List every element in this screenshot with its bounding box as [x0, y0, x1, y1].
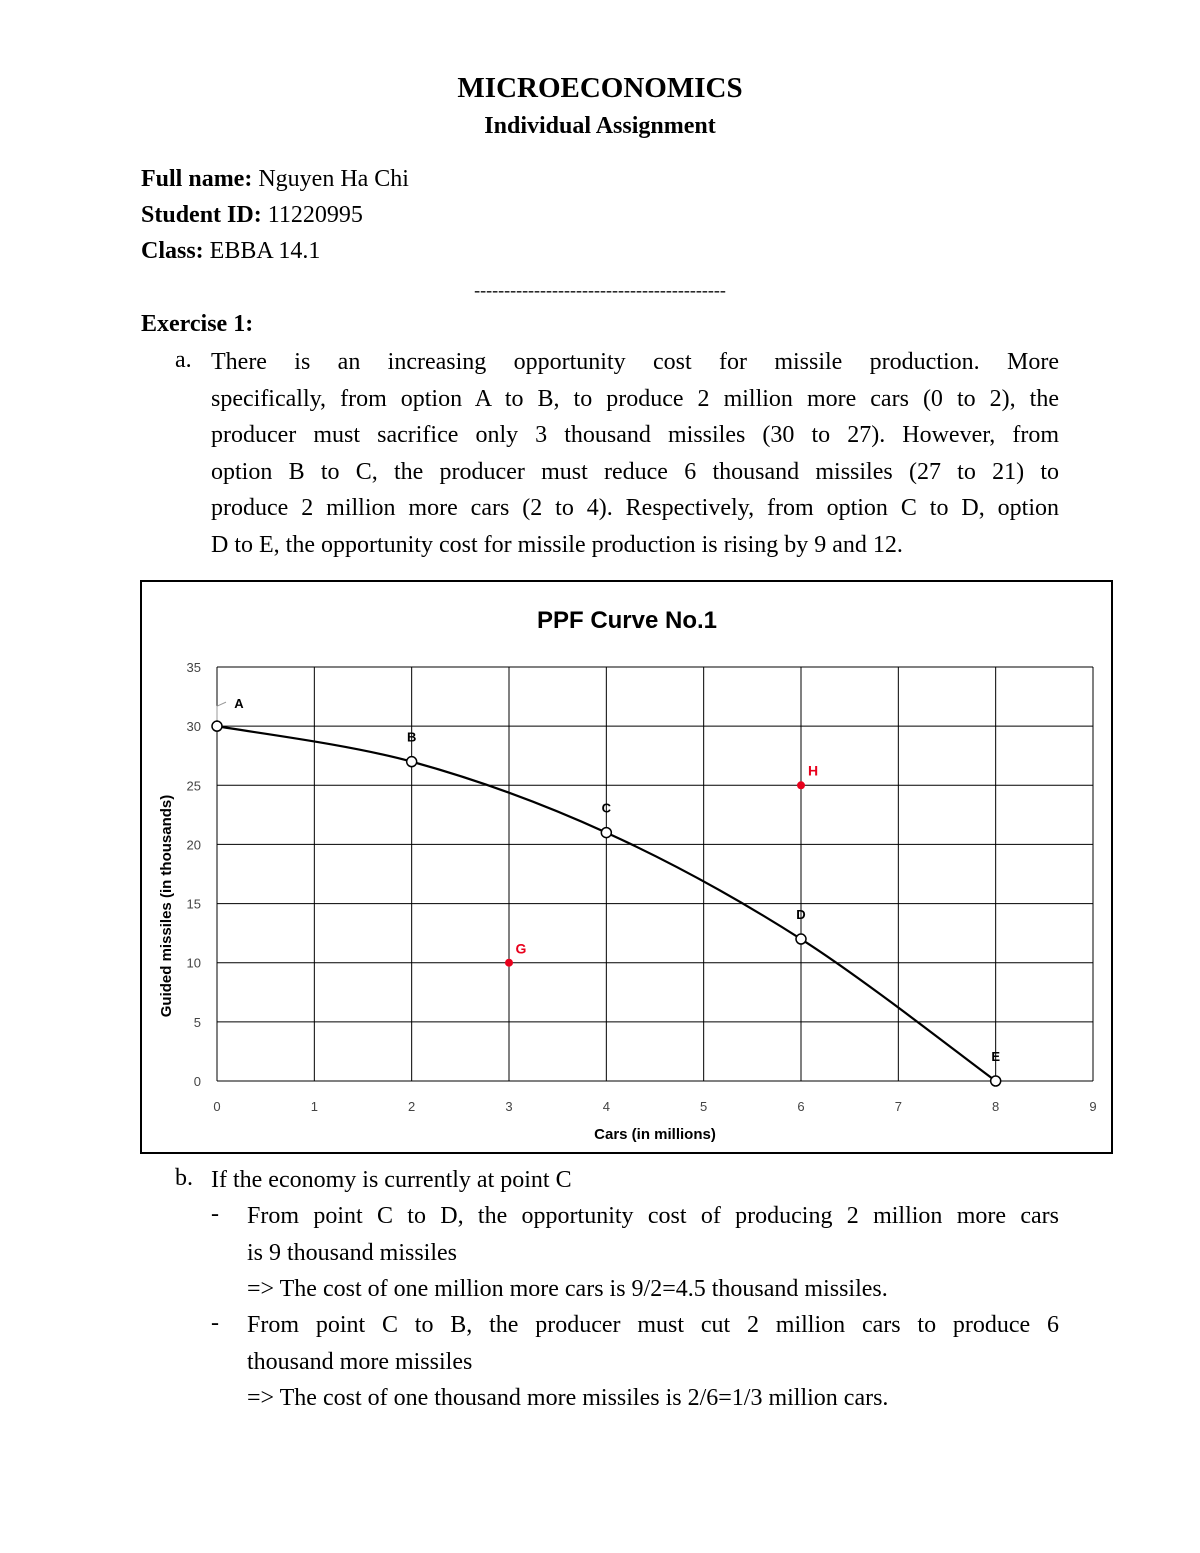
bullet-1-text: [247, 1198, 1059, 1308]
x-tick-label: 2: [408, 1099, 416, 1114]
x-tick-label: 3: [505, 1099, 513, 1114]
x-tick-label: 4: [602, 1099, 610, 1114]
part-a-marker: a.: [175, 347, 192, 373]
part-a-line: option B to C, the producer must reduce 6 thousand missiles (27 to 21) to: [211, 458, 1059, 485]
chart-tick-labels: [187, 660, 1097, 1114]
part-a-line: There is an increasing opportunity cost for missile production. More: [211, 349, 1059, 375]
x-tick-label: 1: [310, 1099, 318, 1114]
bullet-2-conclusion: => The cost of one thousand more missiles is 2/6=1/3 million cars.: [247, 1385, 889, 1411]
y-tick-label: 20: [186, 837, 201, 853]
part-a-line: specifically, from option A to B, to produce 2 million more cars (0 to 2), the: [211, 385, 1059, 412]
part-a-paragraph: [211, 344, 1059, 563]
x-tick-label: 0: [213, 1099, 221, 1114]
bullet-1-line: is 9 thousand missiles: [247, 1239, 458, 1266]
full-name-value: Nguyen Ha Chi: [258, 166, 409, 192]
student-id-line: [141, 202, 363, 229]
point-label-h: H: [807, 762, 819, 779]
y-tick-label: 35: [186, 660, 201, 675]
point-label-c: C: [601, 800, 612, 816]
y-tick-label: 15: [186, 896, 201, 912]
document-title: MICROECONOMICS: [457, 72, 743, 104]
x-tick-label: 6: [797, 1099, 805, 1114]
point-c: [601, 828, 611, 838]
separator-line: ------------------------------------------: [474, 280, 726, 300]
point-a: [212, 721, 222, 731]
part-a-line: D to E, the opportunity cost for missile production is rising by 9 and 12.: [211, 531, 903, 558]
bullet-1-conclusion: => The cost of one million more cars is 9/2=4.5 thousand missiles.: [247, 1276, 888, 1302]
full-name-label: Full name:: [141, 166, 253, 192]
bullet-2-marker: -: [211, 1310, 219, 1336]
bullet-1-line: From point C to D, the opportunity cost of producing 2 million more cars: [247, 1203, 1059, 1229]
class-line: [141, 238, 320, 265]
x-tick-label: 5: [700, 1099, 708, 1114]
y-tick-label: 30: [186, 719, 201, 735]
part-a-line: producer must sacrifice only 3 thousand missiles (30 to 27). However, from: [211, 422, 1059, 448]
point-label-d: D: [796, 907, 806, 923]
bullet-1-marker: -: [211, 1201, 219, 1227]
point-g: [505, 959, 513, 967]
class-label: Class:: [141, 238, 204, 264]
point-label-e: E: [991, 1049, 1001, 1064]
part-b-intro-text: If the economy is currently at point C: [211, 1167, 572, 1193]
point-d: [796, 934, 806, 944]
bullet-2-text: [247, 1307, 1059, 1417]
y-tick-label: 25: [186, 778, 201, 794]
y-tick-label: 0: [193, 1074, 201, 1089]
ppf-chart-svg: [142, 582, 1111, 1152]
part-a-line: produce 2 million more cars (2 to 4). Respectively, from option C to D, option: [211, 495, 1059, 521]
y-axis-label: Guided missiles (in thousands): [158, 794, 175, 1018]
chart-title: PPF Curve No.1: [536, 607, 718, 634]
y-tick-label: 10: [186, 955, 201, 971]
x-tick-label: 9: [1089, 1099, 1097, 1114]
point-h: [797, 781, 805, 789]
student-id-value: 11220995: [267, 202, 363, 228]
point-label-b: B: [406, 729, 417, 745]
chart-gridlines: [217, 667, 1093, 1081]
x-tick-label: 7: [894, 1099, 902, 1114]
point-a-leader-line: [217, 702, 226, 720]
point-b: [407, 757, 417, 767]
class-value: EBBA 14.1: [209, 238, 321, 264]
bullet-2-line: From point C to B, the producer must cut 2 million cars to produce 6: [247, 1312, 1059, 1338]
point-label-g: G: [515, 940, 527, 957]
x-tick-label: 8: [992, 1099, 1000, 1114]
point-e: [991, 1076, 1001, 1086]
part-b-marker: b.: [175, 1165, 193, 1191]
full-name-line: [141, 166, 409, 193]
ppf-chart: [140, 580, 1113, 1154]
exercise-heading: Exercise 1:: [141, 311, 254, 337]
y-tick-label: 5: [193, 1014, 201, 1030]
x-axis-label: Cars (in millions): [594, 1126, 716, 1143]
document-subtitle: Individual Assignment: [484, 113, 716, 139]
student-id-label: Student ID:: [141, 202, 262, 228]
part-b-intro: [211, 1162, 1023, 1199]
bullet-2-line: thousand more missiles: [247, 1348, 473, 1375]
point-label-a: A: [234, 696, 244, 712]
